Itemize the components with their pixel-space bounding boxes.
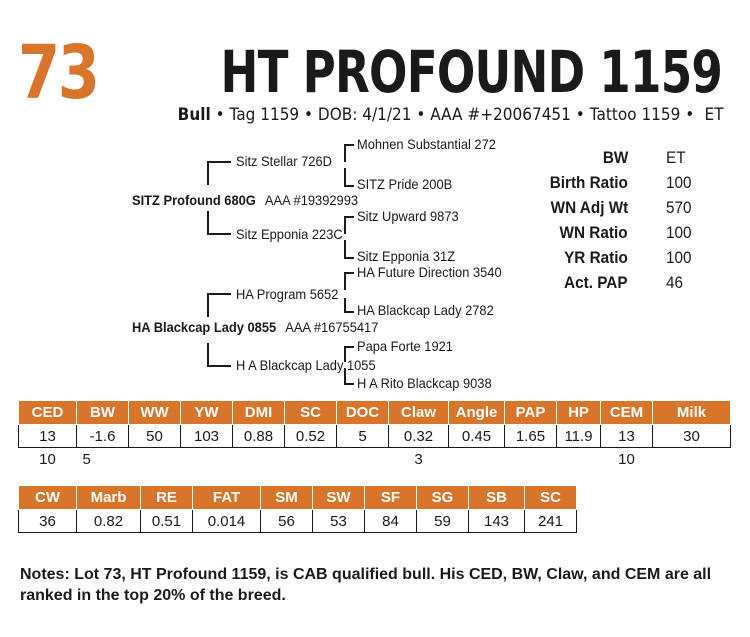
animal-name: HT PROFOUND 1159 bbox=[220, 38, 722, 106]
epd-value: 59 bbox=[417, 510, 469, 533]
subline-dob: DOB: 4/1/21 bbox=[318, 105, 412, 125]
dam-sire: HA Program 5652 bbox=[236, 286, 339, 302]
epd-value: 0.52 bbox=[285, 425, 337, 448]
epd-rank bbox=[285, 448, 337, 471]
epd-header: SF bbox=[365, 486, 417, 510]
dam-dam: H A Blackcap Lady 1055 bbox=[236, 357, 376, 373]
ratio-label: Act. PAP bbox=[564, 273, 628, 292]
epd-value: 5 bbox=[337, 425, 389, 448]
subline-et: ET bbox=[704, 105, 724, 125]
sire-dam: Sitz Epponia 223C bbox=[236, 226, 343, 242]
dam-dam-dam: H A Rito Blackcap 9038 bbox=[357, 375, 492, 391]
sire-sire-dam: SITZ Pride 200B bbox=[357, 176, 453, 192]
subline-tag: Tag 1159 bbox=[229, 105, 300, 125]
epd-rank-row bbox=[19, 448, 731, 471]
sire-dam-dam: Sitz Epponia 31Z bbox=[357, 248, 456, 264]
epd-value: 0.45 bbox=[449, 425, 505, 448]
epd-rank bbox=[653, 448, 731, 471]
epd-value: 53 bbox=[313, 510, 365, 533]
epd-header: BW bbox=[77, 401, 129, 425]
ratio-value: 570 bbox=[666, 198, 692, 217]
ratio-label: WN Adj Wt bbox=[550, 198, 628, 217]
epd-header: SC bbox=[285, 401, 337, 425]
sire-sire-sire: Mohnen Substantial 272 bbox=[357, 136, 496, 152]
epd-table-carcass bbox=[18, 485, 577, 533]
epd-value: 36 bbox=[19, 510, 77, 533]
epd-header: DMI bbox=[233, 401, 285, 425]
epd-rank bbox=[557, 448, 601, 471]
ratio-value: ET bbox=[666, 148, 686, 167]
epd-value: 1.65 bbox=[505, 425, 557, 448]
epd-value: 0.88 bbox=[233, 425, 285, 448]
epd-header: FAT bbox=[193, 486, 261, 510]
epd-header: Marb bbox=[77, 486, 141, 510]
epd-value: 56 bbox=[261, 510, 313, 533]
ratio-value: 46 bbox=[666, 273, 684, 292]
epd-rank: 10 bbox=[39, 450, 56, 468]
epd-header: CW bbox=[19, 486, 77, 510]
epd-value: 84 bbox=[365, 510, 417, 533]
epd-value: 50 bbox=[129, 425, 181, 448]
epd-value: 30 bbox=[653, 425, 731, 448]
epd-value-row bbox=[19, 425, 731, 448]
epd-rank: 10 bbox=[618, 450, 635, 468]
dam-sire-sire: HA Future Direction 3540 bbox=[357, 264, 502, 280]
epd-header: CEM bbox=[601, 401, 653, 425]
epd-value: 241 bbox=[525, 510, 577, 533]
epd-table-production bbox=[18, 400, 731, 470]
epd-value: 0.014 bbox=[193, 510, 261, 533]
epd-header: SG bbox=[417, 486, 469, 510]
epd-value: 0.82 bbox=[77, 510, 141, 533]
epd-rank bbox=[505, 448, 557, 471]
dam-sire-dam: HA Blackcap Lady 2782 bbox=[357, 302, 494, 318]
epd-value-row bbox=[19, 510, 577, 533]
ratio-value: 100 bbox=[666, 223, 692, 242]
epd-rank: 3 bbox=[414, 450, 423, 468]
sire-sire: Sitz Stellar 726D bbox=[236, 153, 332, 169]
epd-header: PAP bbox=[505, 401, 557, 425]
lot-number: 73 bbox=[18, 30, 98, 116]
subline-aaa: AAA #+20067451 bbox=[430, 105, 572, 125]
animal-subline: Bull • Tag 1159 • DOB: 4/1/21 • AAA #+20067451 • Tattoo 1159 • ET bbox=[178, 105, 724, 125]
dam: HA Blackcap Lady 0855 AAA #16755417 bbox=[132, 319, 379, 335]
epd-rank bbox=[233, 448, 285, 471]
ratio-value: 100 bbox=[666, 173, 692, 192]
ratio-label: BW bbox=[602, 148, 628, 167]
epd-value: 13 bbox=[601, 425, 653, 448]
epd-header: SC bbox=[525, 486, 577, 510]
sire-dam-sire: Sitz Upward 9873 bbox=[357, 208, 459, 224]
sire: SITZ Profound 680G AAA #19392993 bbox=[132, 192, 359, 208]
epd-rank bbox=[337, 448, 389, 471]
ratio-label: Birth Ratio bbox=[549, 173, 628, 192]
subline-prefix: Bull bbox=[178, 105, 212, 125]
dam-aaa: AAA #16755417 bbox=[285, 319, 379, 335]
epd-value: 143 bbox=[469, 510, 525, 533]
epd-header: RE bbox=[141, 486, 193, 510]
ratio-label: WN Ratio bbox=[560, 223, 628, 242]
epd-rank bbox=[181, 448, 233, 471]
subline-tattoo: Tattoo 1159 bbox=[590, 105, 681, 125]
epd-rank bbox=[449, 448, 505, 471]
ratio-value: 100 bbox=[666, 248, 692, 267]
epd-header: Angle bbox=[449, 401, 505, 425]
epd-header: SB bbox=[469, 486, 525, 510]
epd-rank bbox=[129, 448, 181, 471]
epd-value: 103 bbox=[181, 425, 233, 448]
epd-header: SW bbox=[313, 486, 365, 510]
epd-header: Claw bbox=[389, 401, 449, 425]
epd-header-row bbox=[19, 486, 577, 510]
epd-value: 0.32 bbox=[389, 425, 449, 448]
notes: Notes: Lot 73, HT Profound 1159, is CAB qualified bull. His CED, BW, Claw, and CEM are all ranked in the top 20% of the breed. bbox=[20, 566, 712, 604]
epd-header: HP bbox=[557, 401, 601, 425]
epd-value: 0.51 bbox=[141, 510, 193, 533]
epd-value: 13 bbox=[19, 425, 77, 448]
epd-header: DOC bbox=[337, 401, 389, 425]
sire-aaa: AAA #19392993 bbox=[264, 192, 359, 208]
epd-header: CED bbox=[19, 401, 77, 425]
ratio-label: YR Ratio bbox=[564, 248, 628, 267]
epd-header: Milk bbox=[653, 401, 731, 425]
dam-dam-sire: Papa Forte 1921 bbox=[357, 338, 453, 354]
epd-value: -1.6 bbox=[77, 425, 129, 448]
epd-header-row bbox=[19, 401, 731, 425]
epd-header: SM bbox=[261, 486, 313, 510]
epd-rank: 5 bbox=[82, 450, 91, 468]
epd-value: 11.9 bbox=[557, 425, 601, 448]
epd-header: YW bbox=[181, 401, 233, 425]
epd-header: WW bbox=[129, 401, 181, 425]
